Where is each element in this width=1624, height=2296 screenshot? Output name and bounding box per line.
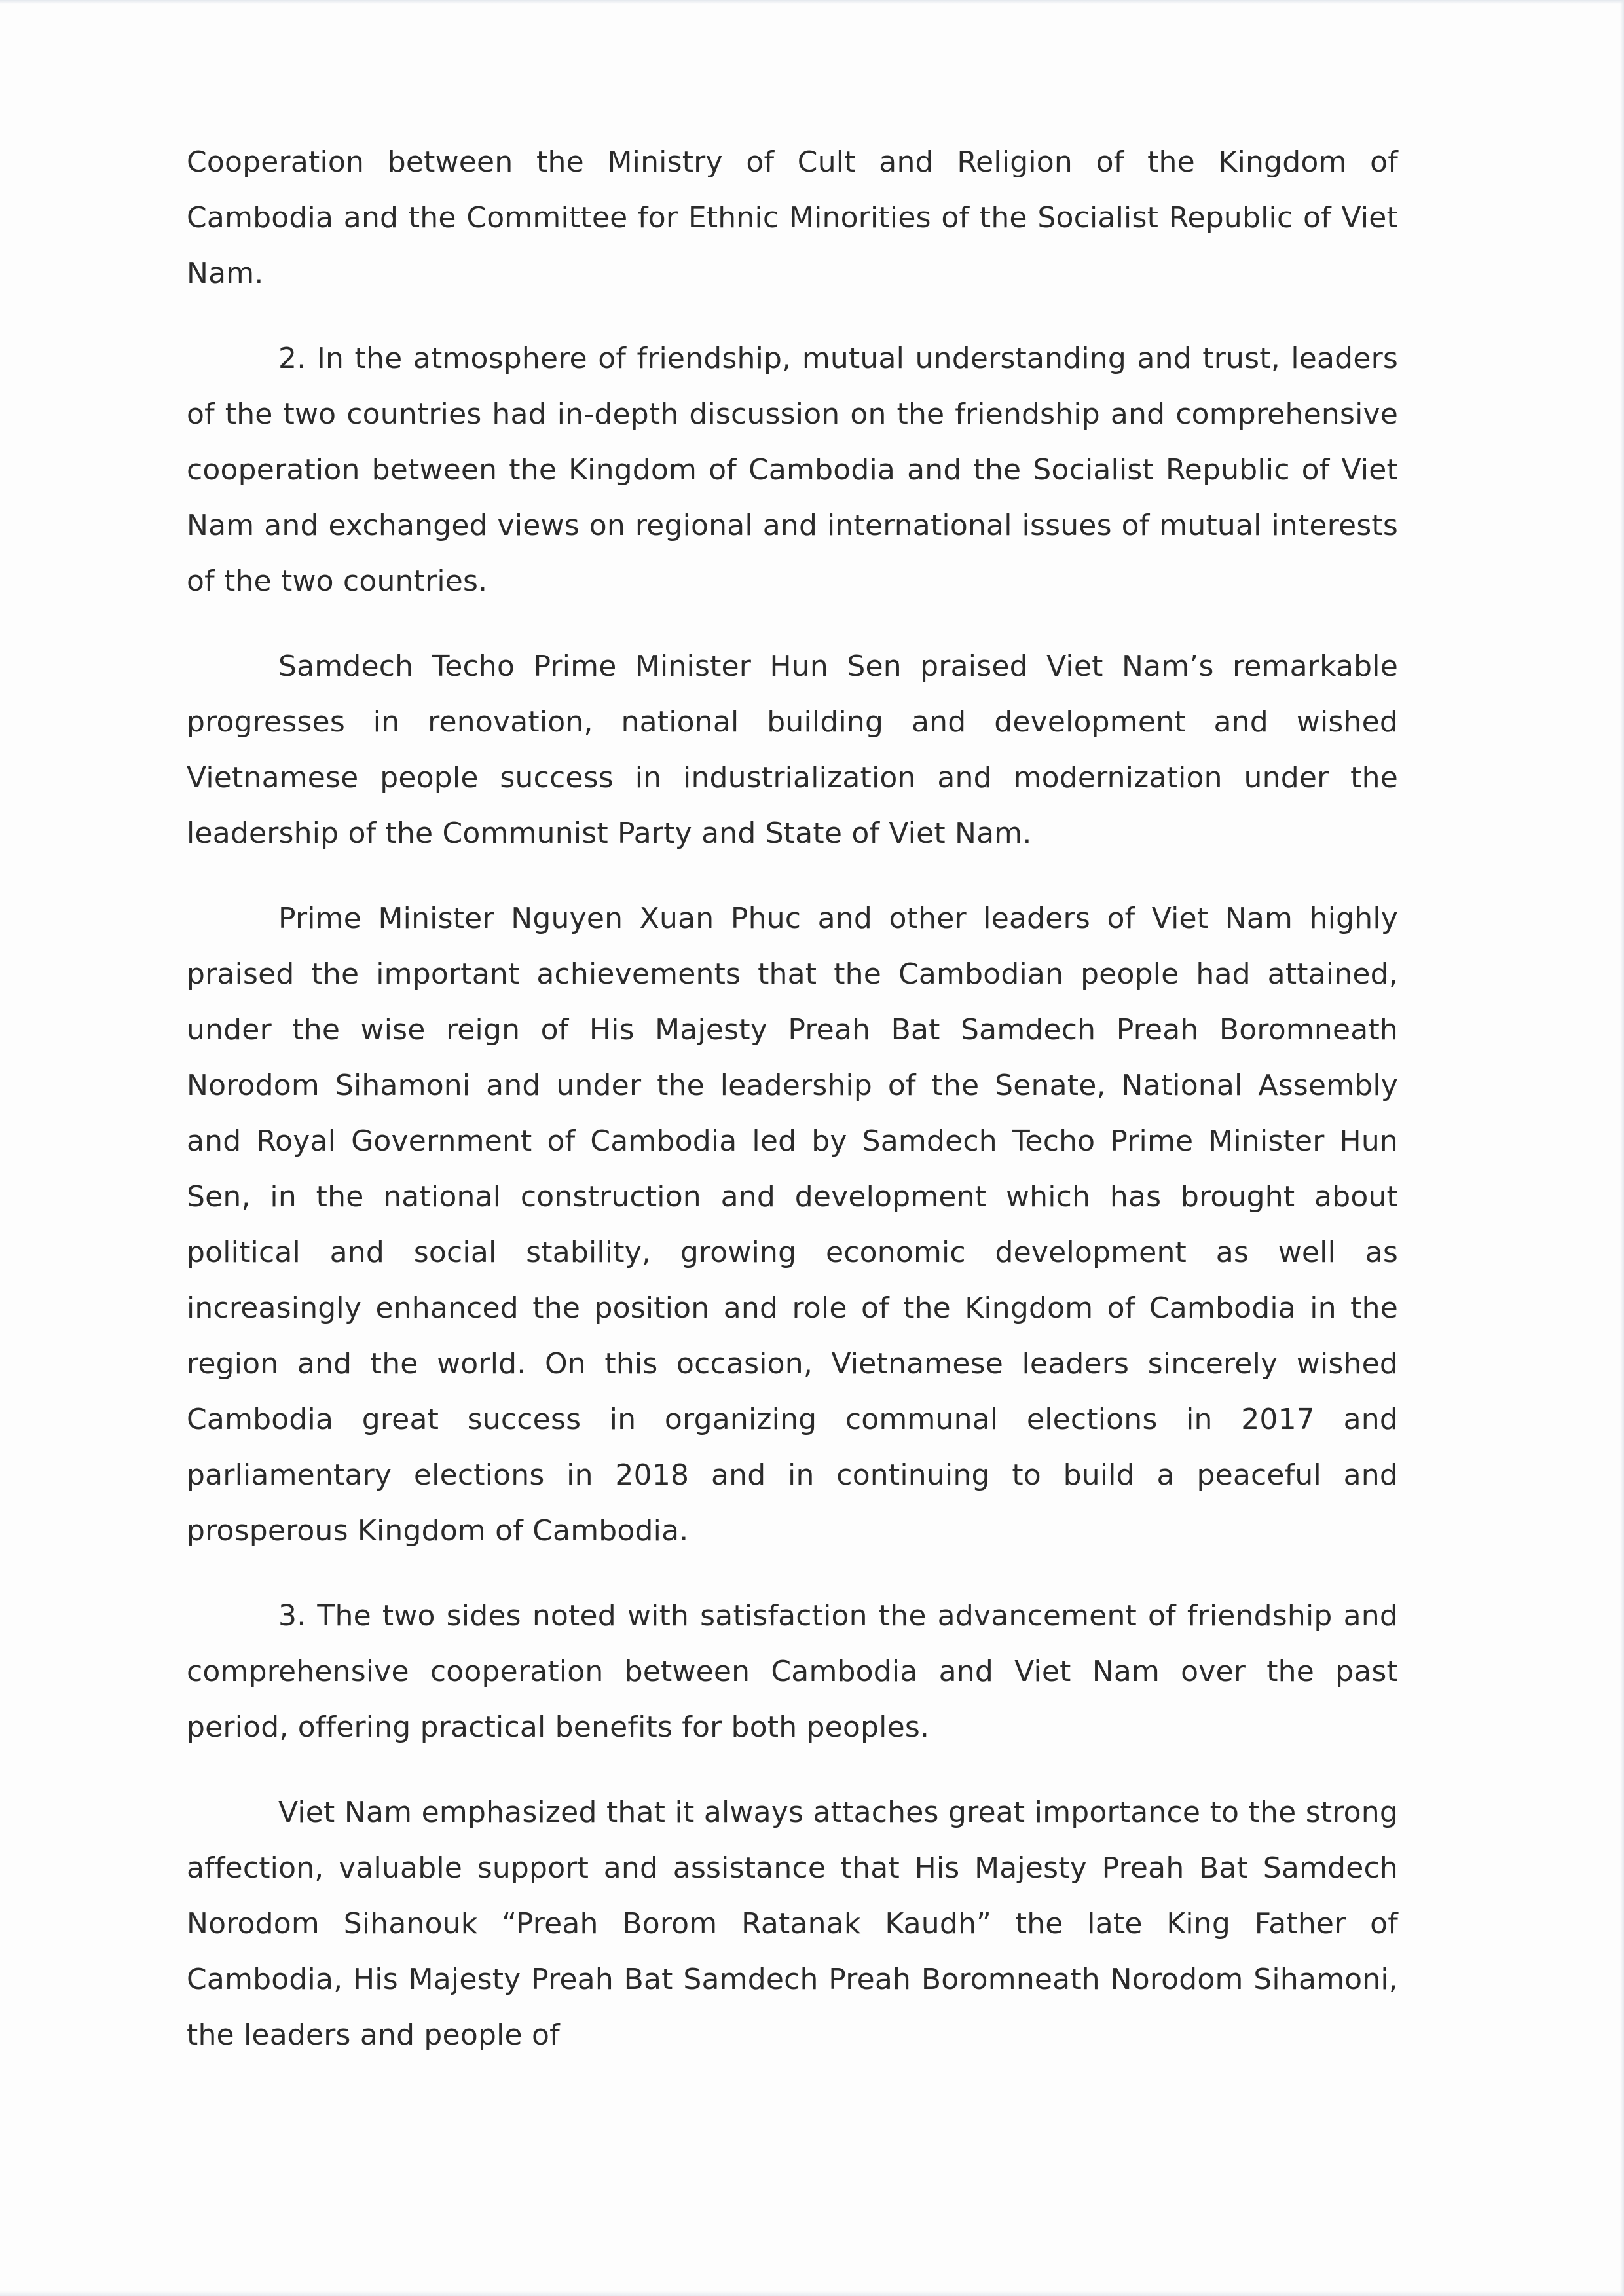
paragraph-section-3: 3. The two sides noted with satisfaction the advancement of friendship and comprehensive cooperation between Cambodia and Viet Nam over the past period, offering practical benefits for both peoples. bbox=[187, 1599, 1398, 1744]
paragraph-cooperation-continuation: Cooperation between the Ministry of Cult and Religion of the Kingdom of Cambodia and the Committee for Ethnic Minorities of the Socialist Republic of Viet Nam. bbox=[187, 145, 1398, 290]
paragraph-hun-sen-praise: Samdech Techo Prime Minister Hun Sen praised Viet Nam’s remarkable progresses in renovation, national building and development and wished Vietnamese people success in industrialization and modernization under the leadership of the Communist Party and State of Viet Nam. bbox=[187, 650, 1398, 850]
scan-edge-right bbox=[1620, 0, 1624, 2296]
document-body bbox=[187, 134, 1398, 2092]
scan-edge-top bbox=[0, 0, 1624, 4]
scan-edge-bottom bbox=[0, 2291, 1624, 2296]
paragraph-viet-nam-emphasis: Viet Nam emphasized that it always attaches great importance to the strong affection, valuable support and assistance that His Majesty Preah Bat Samdech Norodom Sihanouk “Preah Borom Ratanak Kaudh” the late King Father of Cambodia, His Majesty Preah Bat Samdech Preah Boromneath Norodom Sihamoni, the leaders and people of bbox=[187, 1796, 1398, 2052]
paragraph-section-2: 2. In the atmosphere of friendship, mutual understanding and trust, leaders of the two countries had in-depth discussion on the friendship and comprehensive cooperation between the Kingdom of Cambodia and the Socialist Republic of Viet Nam and exchanged views on regional and international issues of mutual interests of the two countries. bbox=[187, 342, 1398, 598]
paragraph-nguyen-xuan-phuc-praise: Prime Minister Nguyen Xuan Phuc and other leaders of Viet Nam highly praised the important achievements that the Cambodian people had attained, under the wise reign of His Majesty Preah Bat Samdech Preah Boromneath Norodom Sihamoni and under the leadership of the Senate, National Assembly and Royal Government of Cambodia led by Samdech Techo Prime Minister Hun Sen, in the national construction and development which has brought about political and social stability, growing economic development as well as increasingly enhanced the position and role of the Kingdom of Cambodia in the region and the world. On this occasion, Vietnamese leaders sincerely wished Cambodia great success in organizing communal elections in 2017 and parliamentary elections in 2018 and in continuing to build a peaceful and prosperous Kingdom of Cambodia. bbox=[187, 902, 1398, 1547]
